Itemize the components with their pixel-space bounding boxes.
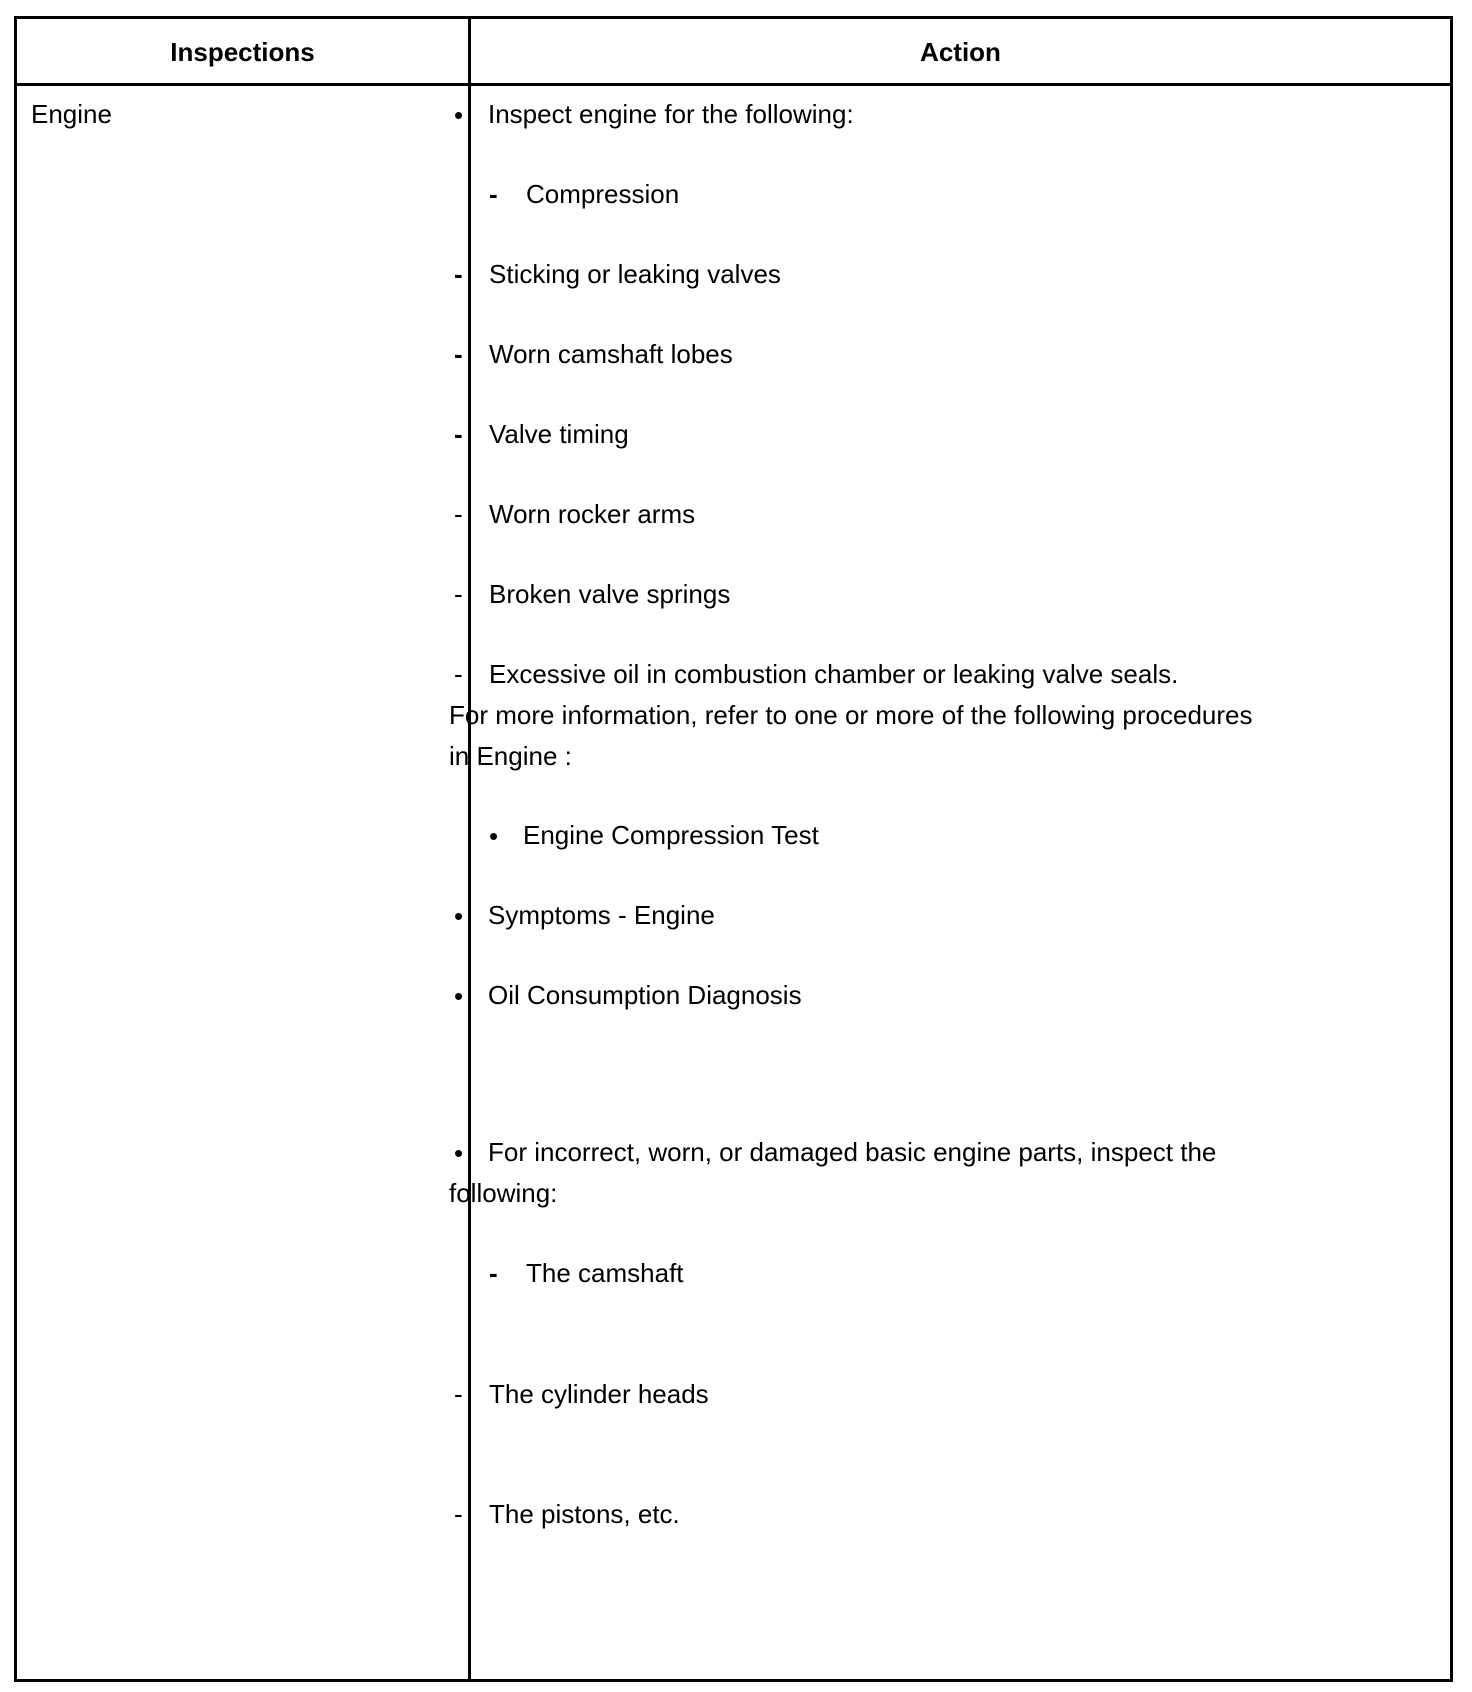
action-paragraph: For more information, refer to one or more of the following procedures: [449, 700, 1253, 730]
procedure-item: Engine Compression Test: [523, 820, 819, 850]
action-item: Sticking or leaking valves: [489, 259, 781, 289]
action-item: The pistons, etc.: [489, 1499, 680, 1529]
bullet-marker: •: [454, 1138, 464, 1168]
dash-marker: -: [454, 659, 463, 689]
action-item: For incorrect, worn, or damaged basic engine parts, inspect the: [488, 1137, 1217, 1167]
action-item: Worn rocker arms: [489, 499, 696, 529]
action-item: Inspect engine for the following:: [488, 99, 854, 129]
action-paragraph: following:: [449, 1178, 558, 1208]
dash-marker: -: [454, 339, 463, 369]
action-item: The camshaft: [526, 1258, 684, 1288]
dash-marker: -: [454, 1499, 463, 1529]
dash-marker: -: [454, 419, 463, 449]
procedure-item: Symptoms - Engine: [488, 900, 715, 930]
column-divider: [468, 19, 471, 1679]
header-action: Action: [920, 37, 1001, 67]
inspection-table: [14, 16, 1453, 1682]
dash-marker: -: [454, 499, 463, 529]
dash-marker: -: [454, 1379, 463, 1409]
procedure-item: Oil Consumption Diagnosis: [488, 980, 802, 1010]
header-inspections: Inspections: [170, 37, 315, 67]
action-item: Compression: [526, 179, 680, 209]
dash-marker: -: [454, 259, 463, 289]
bullet-marker: •: [454, 901, 464, 931]
action-item: The cylinder heads: [489, 1379, 709, 1409]
dash-marker: -: [454, 579, 463, 609]
dash-marker: -: [489, 179, 498, 209]
bullet-marker: •: [454, 981, 464, 1011]
bullet-marker: •: [489, 821, 499, 851]
action-item: Worn camshaft lobes: [489, 339, 733, 369]
action-paragraph: in Engine :: [449, 741, 572, 771]
action-item: Excessive oil in combustion chamber or leaking valve seals.: [489, 659, 1179, 689]
inspection-cell: Engine: [31, 99, 112, 129]
dash-marker: -: [489, 1258, 498, 1288]
header-divider: [17, 83, 1450, 86]
action-item: Broken valve springs: [489, 579, 731, 609]
bullet-marker: •: [454, 100, 464, 130]
action-item: Valve timing: [489, 419, 629, 449]
